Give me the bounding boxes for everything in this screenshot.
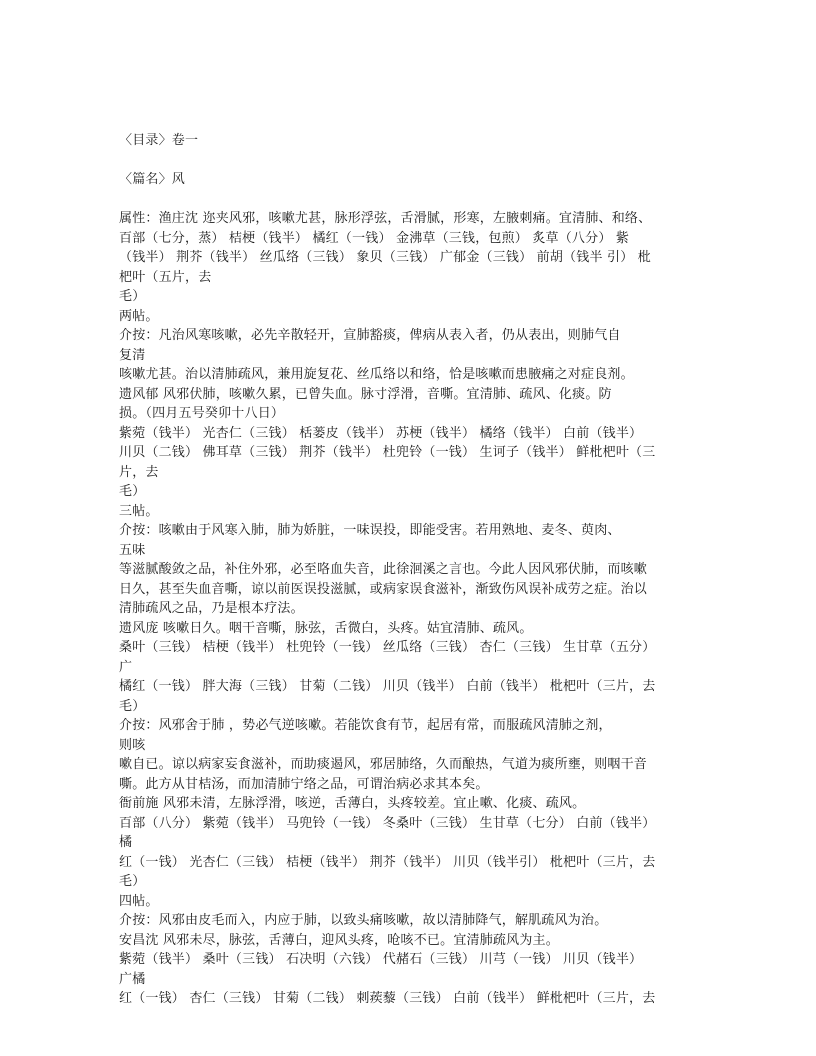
text-line: 清肺疏风之品，乃是根本疗法。 <box>119 601 304 616</box>
text-line: 紫菀（钱半） 光杏仁（三钱） 栝蒌皮（钱半） 苏梗（钱半） 橘络（钱半） 白前（钱半） <box>119 425 643 441</box>
text-line: 咳嗽尤甚。治以清肺疏风，兼用旋复花、丝瓜络以和络，恰是咳嗽而患腋痛之对症良剂。 <box>119 367 634 382</box>
text-line: 嘶。此方从甘桔汤，而加清肺宁络之品，可谓治病必求其本矣。 <box>119 776 489 792</box>
text-line: 红（一钱） 光杏仁（三钱） 桔梗（钱半） 荆芥（钱半） 川贝（钱半引） 枇杷叶（三片，去 <box>119 854 656 870</box>
text-line: 三帖。 <box>119 503 159 519</box>
text-line: 遗风郁 风邪伏肺，咳嗽久累，已曾失血。脉寸浮滑，音嘶。宜清肺、疏风、化痰。防 <box>119 386 612 402</box>
text-line: 损。（四月五号癸卯十八日） <box>119 406 285 421</box>
text-line: 毛） <box>119 698 146 714</box>
text-line: 属性：渔庄沈 迩夹风邪，咳嗽尤甚，脉形浮弦，舌滑腻，形寒，左腋刺痛。宜清肺、和络、 <box>119 211 652 226</box>
text-line: 毛） <box>119 289 146 304</box>
document-page <box>119 131 701 1009</box>
text-line: 广 <box>119 659 133 675</box>
text-line: 川贝（二钱） 佛耳草（三钱） 荆芥（钱半） 杜兜铃（一钱） 生诃子（钱半） 鲜枇杷叶（三 <box>119 445 656 460</box>
text-line: 介按：咳嗽由于风寒入肺，肺为娇脏，一味误投，即能受害。若用熟地、麦冬、萸肉、 <box>119 523 621 538</box>
toc-heading: 〈目录〉卷一 <box>119 133 199 148</box>
text-line: （钱半） 荆芥（钱半） 丝瓜络（三钱） 象贝（三钱） 广郁金（三钱） 前胡（钱半 引） 枇 <box>119 250 651 265</box>
text-line: 介按：风邪由皮毛而入，内应于肺，以致头痛咳嗽，故以清肺降气，解肌疏风为治。 <box>119 913 608 928</box>
text-line: 衙前施 风邪未清，左脉浮滑，咳逆，舌薄白，头疼较差。宜止嗽、化痰、疏风。 <box>119 796 586 811</box>
spacer <box>119 190 701 210</box>
text-line: 广橘 <box>119 971 146 987</box>
text-line: 片，去 <box>119 464 159 480</box>
text-line: 红（一钱） 杏仁（三钱） 甘菊（二钱） 刺蒺藜（三钱） 白前（钱半） 鲜枇杷叶（三片，去 <box>119 991 656 1006</box>
text-line: 嗽自已。谅以病家妄食滋补，而助痰遏风，邪居肺络，久而酿热，气道为痰所壅，则咽干音 <box>119 757 648 772</box>
text-line: 等滋腻酸敛之品，补住外邪，必至咯血失音，此徐洄溪之言也。今此人因风邪伏肺，而咳嗽 <box>119 562 648 577</box>
text-line: 安昌沈 风邪未尽，脉弦，舌薄白，迎风头疼，呛咳不已。宜清肺疏风为主。 <box>119 932 559 948</box>
text-line: 紫菀（钱半） 桑叶（三钱） 石决明（六钱） 代赭石（三钱） 川芎（一钱） 川贝（钱半） <box>119 952 643 967</box>
text-line: 毛） <box>119 484 146 499</box>
text-line: 介按：凡治风寒咳嗽，必先辛散轻开，宣肺豁痰，俾病从表入者，仍从表出，则肺气自 <box>119 328 621 343</box>
text-line: 毛） <box>119 874 146 889</box>
text-line: 遗风庞 咳嗽日久。咽干音嘶，脉弦，舌微白，头疼。姑宜清肺、疏风。 <box>119 620 533 636</box>
chapter-heading: 〈篇名〉风 <box>119 172 186 187</box>
document-body <box>119 209 701 1009</box>
text-line: 则咳 <box>119 737 146 753</box>
text-line: 介按：风邪舍于肺 ，势必气逆咳嗽。若能饮食有节，起居有常，而服疏风清肺之剂， <box>119 718 612 733</box>
text-line: 橘红（一钱） 胖大海（三钱） 甘菊（二钱） 川贝（钱半） 白前（钱半） 枇杷叶（三片，去 <box>119 679 656 694</box>
text-line: 五味 <box>119 542 146 558</box>
text-line: 日久，甚至失血音嘶，谅以前医误投滋腻，或病家误食滋补，渐致伤风误补成劳之症。治以 <box>119 581 648 597</box>
text-line: 百部（七分，蒸） 桔梗（钱半） 橘红（一钱） 金沸草（三钱，包煎） 炙草（八分） 紫 <box>119 230 630 246</box>
text-line: 橘 <box>119 835 133 850</box>
spacer <box>119 151 701 171</box>
text-line: 桑叶（三钱） 桔梗（钱半） 杜兜铃（一钱） 丝瓜络（三钱） 杏仁（三钱） 生甘草（五分） <box>119 640 656 655</box>
text-line: 杷叶（五片，去 <box>119 269 212 285</box>
text-line: 百部（八分） 紫菀（钱半） 马兜铃（一钱） 冬桑叶（三钱） 生甘草（七分） 白前（钱半） <box>119 815 656 831</box>
text-line: 复清 <box>119 347 146 363</box>
text-line: 两帖。 <box>119 308 159 324</box>
text-line: 四帖。 <box>119 893 159 909</box>
